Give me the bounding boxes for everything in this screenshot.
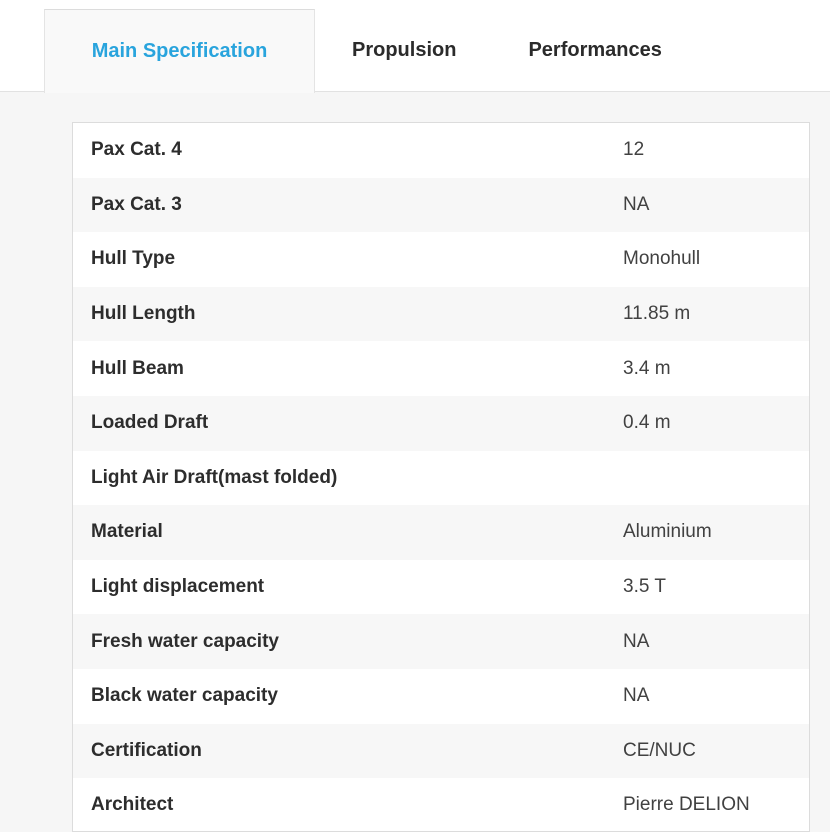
spec-value: 3.4 m <box>623 357 671 379</box>
spec-value: NA <box>623 685 650 707</box>
spec-label: Pax Cat. 4 <box>91 139 182 161</box>
spec-value: NA <box>623 193 650 215</box>
tab-propulsion-label: Propulsion <box>352 39 457 61</box>
tab-main-specification[interactable] <box>44 9 315 93</box>
spec-value: 3.5 T <box>623 576 666 598</box>
spec-label: Pax Cat. 3 <box>91 193 182 215</box>
spec-label: Hull Beam <box>91 357 184 379</box>
spec-value: Monohull <box>623 248 701 270</box>
table-row <box>73 560 809 615</box>
table-row <box>73 396 809 451</box>
table-row <box>73 178 809 233</box>
tab-performances-label: Performances <box>528 39 662 61</box>
spec-label: Material <box>91 521 163 543</box>
spec-value: 11.85 m <box>623 303 691 325</box>
spec-value: 0.4 m <box>623 412 671 434</box>
spec-label: Architect <box>91 794 174 816</box>
spec-value: NA <box>623 630 650 652</box>
tab-group <box>316 9 698 92</box>
table-row <box>73 669 809 724</box>
spec-label: Certification <box>91 739 202 761</box>
table-row <box>73 778 809 832</box>
table-row <box>73 123 809 178</box>
table-row <box>73 724 809 779</box>
spec-value: 12 <box>623 139 645 161</box>
tab-propulsion[interactable] <box>316 9 492 92</box>
table-row <box>73 451 809 506</box>
spec-value: Pierre DELION <box>623 794 750 816</box>
spec-label: Loaded Draft <box>91 412 209 434</box>
spec-label: Hull Type <box>91 248 176 270</box>
tab-performances[interactable] <box>492 9 697 92</box>
spec-label: Light Air Draft(mast folded) <box>91 466 338 488</box>
tab-main-specification-label: Main Specification <box>91 40 268 62</box>
spec-label: Black water capacity <box>91 685 278 707</box>
spec-label: Light displacement <box>91 576 265 598</box>
spec-label: Fresh water capacity <box>91 630 279 652</box>
specification-table <box>72 122 810 832</box>
table-row <box>73 614 809 669</box>
spec-value: CE/NUC <box>623 739 696 761</box>
spec-value: Aluminium <box>623 521 712 543</box>
table-row <box>73 341 809 396</box>
table-row <box>73 232 809 287</box>
spec-label: Hull Length <box>91 303 196 325</box>
table-row <box>73 505 809 560</box>
table-row <box>73 287 809 342</box>
